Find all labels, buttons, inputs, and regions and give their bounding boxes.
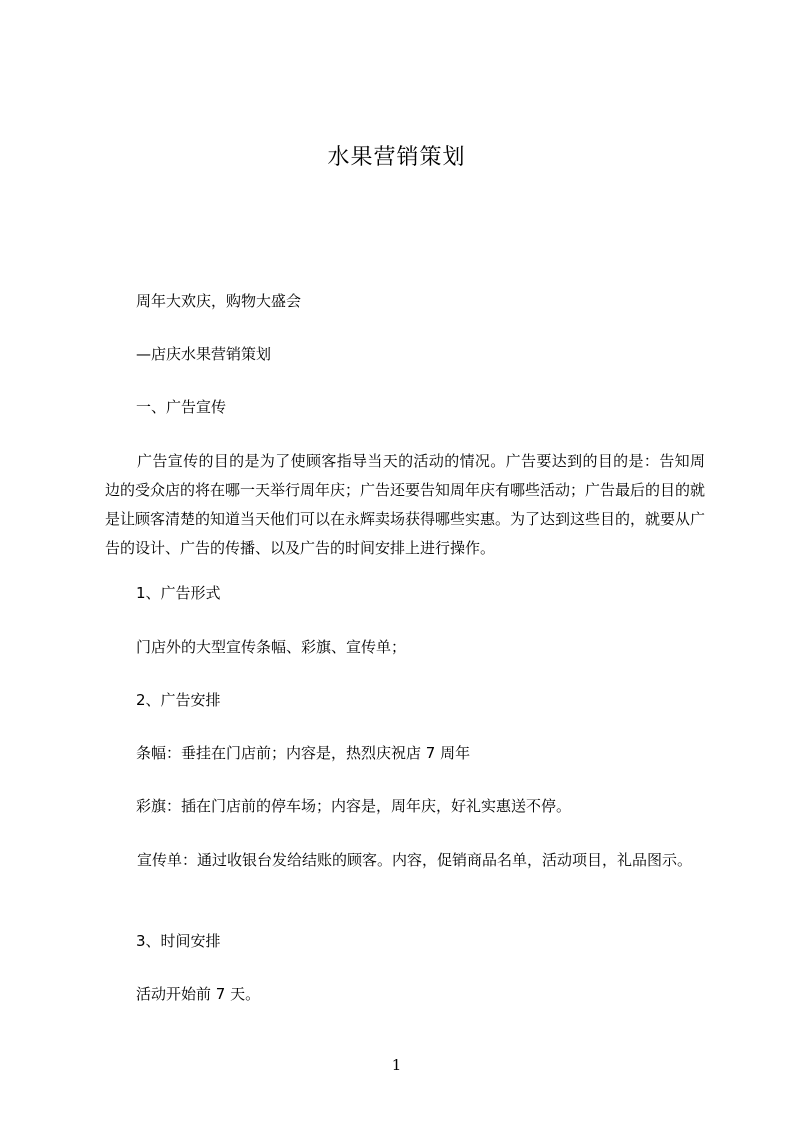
document-title: 水果营销策划: [327, 145, 466, 170]
page-number: 1: [391, 1056, 402, 1074]
intro-paragraph: [105, 447, 705, 563]
item-ad-format-text: 门店外的大型宣传条幅、彩旗、宣传单；: [136, 638, 407, 656]
headline: 周年大欢庆，购物大盛会: [136, 292, 302, 310]
flyer-paragraph-text: 宣传单：通过收银台发给结账的顾客。内容，促销商品名单，活动项目，礼品图示。: [137, 851, 693, 869]
item-ad-arrangement: 2、广告安排: [136, 691, 221, 709]
item-schedule-text: 活动开始前 7 天。: [136, 985, 261, 1003]
item-schedule: 3、时间安排: [136, 932, 221, 950]
section-heading-advertising: 一、广告宣传: [136, 398, 227, 416]
subtitle: —店庆水果营销策划: [136, 345, 272, 363]
flag-text: 彩旗：插在门店前的停车场；内容是，周年庆，好礼实惠送不停。: [136, 797, 572, 815]
intro-paragraph-text: 广告宣传的目的是为了使顾客指导当天的活动的情况。广告要达到的目的是：告知周边的受众店的将在哪一天举行周年庆；广告还要告知周年庆有哪些活动；广告最后的目的就是让顾客清楚的知道当天他们可以在永辉卖场获得哪些实惠。为了达到这些目的，就要从广告的设计、广告的传播、以及广告的时间安排上进行操作。: [105, 452, 706, 557]
banner-text: 条幅：垂挂在门店前；内容是，热烈庆祝店 7 周年: [136, 744, 471, 762]
flyer-paragraph: [105, 846, 705, 875]
item-ad-format: 1、广告形式: [136, 584, 221, 602]
